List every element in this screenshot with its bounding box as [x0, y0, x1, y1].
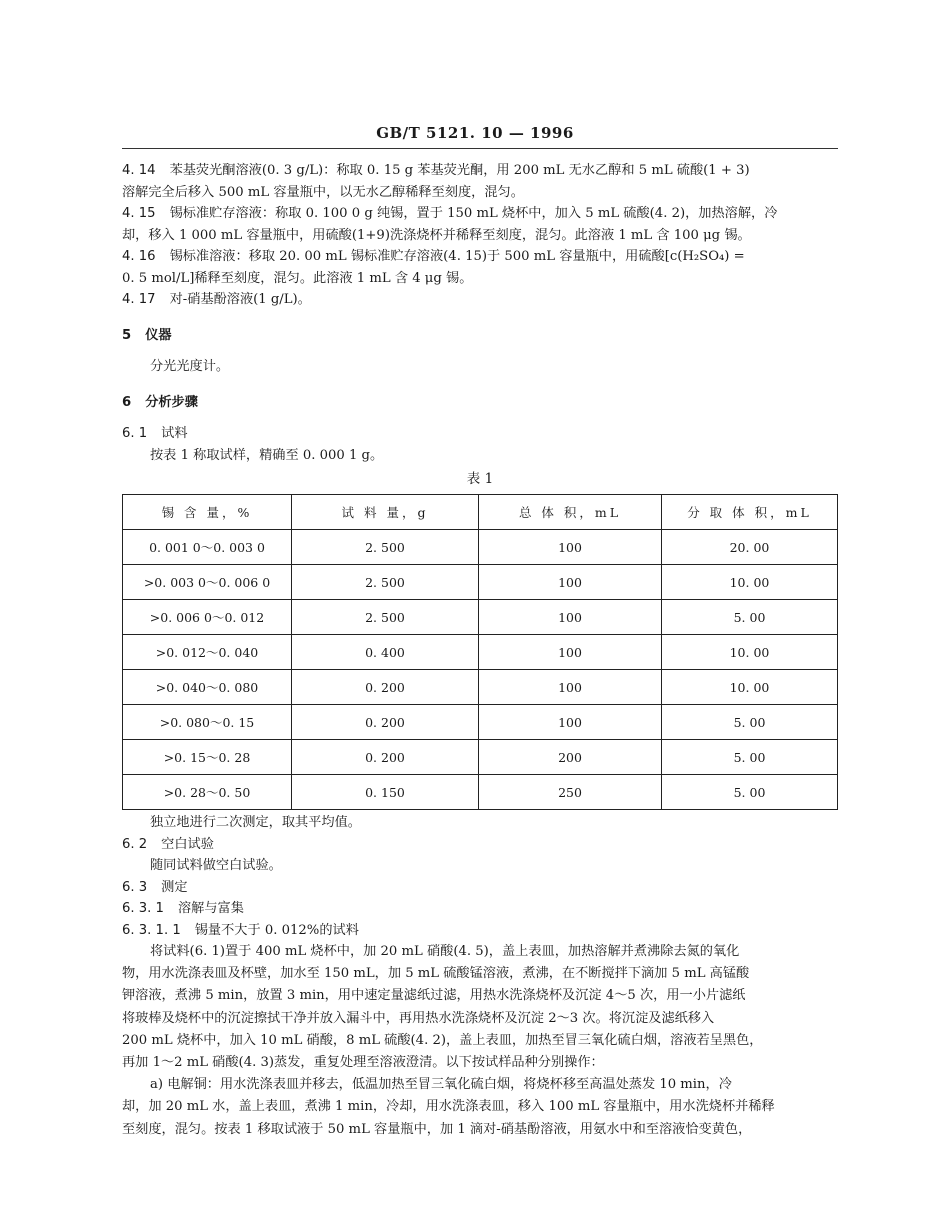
- item-4-16: [122, 246, 838, 289]
- table-row: [123, 600, 838, 635]
- table-header-row: [123, 495, 838, 530]
- standard-header: GB/T 5121. 10 — 1996: [376, 124, 574, 142]
- section-number: 6. 1: [122, 426, 148, 441]
- cell-total-volume: 100: [479, 530, 662, 565]
- header-rule: [122, 148, 838, 149]
- paragraph-line: 将玻棒及烧杯中的沉淀擦拭干净并放入漏斗中，再用热水洗涤烧杯及沉淀 2～3 次。将沉淀及滤纸移入: [122, 1010, 715, 1026]
- section-title: 分析步骤: [145, 394, 198, 410]
- paragraph-line: 物，用水洗涤表皿及杯壁，加水至 150 mL，加 5 mL 硫酸锰溶液，煮沸，在不断搅拌下滴加 5 mL 高锰酸: [122, 966, 750, 982]
- section-6-3-1-1-heading: [122, 920, 838, 942]
- section-number: 6. 2: [122, 836, 148, 852]
- section-6-3-heading: [122, 877, 838, 899]
- cell-sample-mass: 0. 200: [292, 740, 479, 775]
- cell-sample-mass: 2. 500: [292, 600, 479, 635]
- cell-tin-content: >0. 28～0. 50: [123, 775, 292, 810]
- paragraph-line: 至刻度，混匀。按表 1 移取试液于 50 mL 容量瓶中，加 1 滴对-硝基酚溶液，用氨水中和至溶液恰变黄色，: [122, 1121, 752, 1137]
- cell-aliquot-volume: 5. 00: [662, 705, 838, 740]
- cell-total-volume: 200: [479, 740, 662, 775]
- table-row: [123, 740, 838, 775]
- cell-aliquot-volume: 20. 00: [662, 530, 838, 565]
- section-title: 锡量不大于 0. 012%的试料: [194, 922, 359, 938]
- cell-tin-content: >0. 003 0～0. 006 0: [123, 565, 292, 600]
- item-text: 锡标准贮存溶液：称取 0. 100 0 g 纯锡，置于 150 mL 烧杯中，加入 5 mL 硫酸(4. 2)，加热溶解，冷: [169, 206, 778, 221]
- section-6-1-body: 按表 1 称取试样，精确至 0. 000 1 g。: [150, 447, 384, 463]
- cell-tin-content: >0. 012～0. 040: [123, 635, 292, 670]
- section-title: 仪器: [145, 327, 172, 343]
- table-caption: 表 1: [466, 471, 494, 487]
- cell-total-volume: 100: [479, 635, 662, 670]
- document-body: [122, 160, 838, 1141]
- paragraph-line: 200 mL 烧杯中，加入 10 mL 硝酸，8 mL 硫酸(4. 2)，盖上表皿，加热至冒三氧化硫白烟，溶液若呈黑色，: [122, 1032, 763, 1048]
- table-row: [123, 670, 838, 705]
- cell-aliquot-volume: 10. 00: [662, 565, 838, 600]
- cell-sample-mass: 0. 400: [292, 635, 479, 670]
- item-number: 4. 16: [122, 249, 156, 264]
- cell-total-volume: 100: [479, 600, 662, 635]
- item-4-15: [122, 203, 838, 246]
- cell-total-volume: 250: [479, 775, 662, 810]
- section-5-heading: [122, 325, 838, 347]
- section-title: 溶解与富集: [177, 901, 244, 916]
- paragraph-line: 将试料(6. 1)置于 400 mL 烧杯中，加 20 mL 硝酸(4. 5)，盖上表皿，加热溶解并煮沸除去氮的氧化: [150, 944, 740, 959]
- item-text: 却，移入 1 000 mL 容量瓶中，用硫酸(1+9)洗涤烧杯并稀释至刻度，混匀。此溶液 1 mL 含 100 μg 锡。: [122, 227, 751, 243]
- table-note: 独立地进行二次测定，取其平均值。: [150, 815, 361, 830]
- table-row: [123, 775, 838, 810]
- cell-aliquot-volume: 10. 00: [662, 635, 838, 670]
- cell-sample-mass: 2. 500: [292, 565, 479, 600]
- cell-aliquot-volume: 5. 00: [662, 740, 838, 775]
- paragraph-line: 却，加 20 mL 水，盖上表皿，煮沸 1 min，冷却，用水洗涤表皿，移入 100 mL 容量瓶中，用水洗烧杯并稀释: [122, 1099, 775, 1115]
- col-header-aliquot-volume: 分 取 体 积，mL: [662, 495, 838, 530]
- cell-total-volume: 100: [479, 705, 662, 740]
- table-row: [123, 565, 838, 600]
- item-text: 锡标准溶液：移取 20. 00 mL 锡标准贮存溶液(4. 15)于 500 mL 容量瓶中，用硫酸[c(H₂SO₄) =: [169, 249, 745, 264]
- cell-tin-content: >0. 080～0. 15: [123, 705, 292, 740]
- electrolytic-copper-paragraph: [122, 1074, 838, 1141]
- table-1: [122, 494, 838, 810]
- cell-aliquot-volume: 10. 00: [662, 670, 838, 705]
- item-text: 对-硝基酚溶液(1 g/L)。: [169, 292, 311, 307]
- item-4-17: [122, 289, 838, 311]
- item-number: 4. 15: [122, 206, 156, 221]
- cell-sample-mass: 0. 200: [292, 670, 479, 705]
- section-title: 试料: [161, 426, 188, 441]
- table-row: [123, 705, 838, 740]
- cell-tin-content: 0. 001 0～0. 003 0: [123, 530, 292, 565]
- col-header-tin-content: 锡 含 量，%: [123, 495, 292, 530]
- section-title: 空白试验: [161, 836, 214, 852]
- section-title: 测定: [161, 879, 188, 895]
- section-6-3-1-heading: [122, 898, 838, 920]
- item-4-14: [122, 160, 838, 203]
- table-row: [123, 530, 838, 565]
- cell-sample-mass: 0. 200: [292, 705, 479, 740]
- cell-sample-mass: 2. 500: [292, 530, 479, 565]
- item-text: 0. 5 mol/L]稀释至刻度，混匀。此溶液 1 mL 含 4 μg 锡。: [122, 270, 473, 286]
- section-number: 6. 3. 1. 1: [122, 922, 181, 938]
- paragraph-line: 再加 1～2 mL 硝酸(4. 3)蒸发，重复处理至溶液澄清。以下按试样品种分别操作：: [122, 1054, 604, 1070]
- col-header-total-volume: 总 体 积，mL: [479, 495, 662, 530]
- item-number: 4. 14: [122, 163, 156, 178]
- col-header-sample-mass: 试 料 量，g: [292, 495, 479, 530]
- cell-tin-content: >0. 15～0. 28: [123, 740, 292, 775]
- section-number: 6: [122, 394, 132, 410]
- section-6-heading: [122, 392, 838, 414]
- item-text: 溶解完全后移入 500 mL 容量瓶中，以无水乙醇稀释至刻度，混匀。: [122, 184, 524, 200]
- table-row: [123, 635, 838, 670]
- section-number: 6. 3. 1: [122, 901, 164, 916]
- cell-total-volume: 100: [479, 565, 662, 600]
- section-6-1-heading: [122, 423, 838, 445]
- paragraph-line: 钾溶液，煮沸 5 min，放置 3 min，用中速定量滤纸过滤，用热水洗涤烧杯及沉淀 4～5 次，用一小片滤纸: [122, 988, 746, 1004]
- procedure-paragraph: [122, 941, 838, 1074]
- cell-aliquot-volume: 5. 00: [662, 775, 838, 810]
- item-number: 4. 17: [122, 292, 156, 307]
- item-text: 苯基荧光酮溶液(0. 3 g/L)：称取 0. 15 g 苯基荧光酮，用 200 mL 无水乙醇和 5 mL 硫酸(1 + 3): [169, 163, 750, 178]
- cell-sample-mass: 0. 150: [292, 775, 479, 810]
- cell-tin-content: >0. 040～0. 080: [123, 670, 292, 705]
- section-5-body: 分光光度计。: [150, 359, 230, 374]
- section-6-2-heading: [122, 834, 838, 856]
- section-number: 5: [122, 327, 132, 343]
- cell-aliquot-volume: 5. 00: [662, 600, 838, 635]
- cell-tin-content: >0. 006 0～0. 012: [123, 600, 292, 635]
- paragraph-line: a) 电解铜：用水洗涤表皿并移去，低温加热至冒三氧化硫白烟，将烧杯移至高温处蒸发 10 min，冷: [150, 1077, 732, 1093]
- cell-total-volume: 100: [479, 670, 662, 705]
- section-number: 6. 3: [122, 879, 148, 895]
- section-6-2-body: 随同试料做空白试验。: [150, 858, 282, 873]
